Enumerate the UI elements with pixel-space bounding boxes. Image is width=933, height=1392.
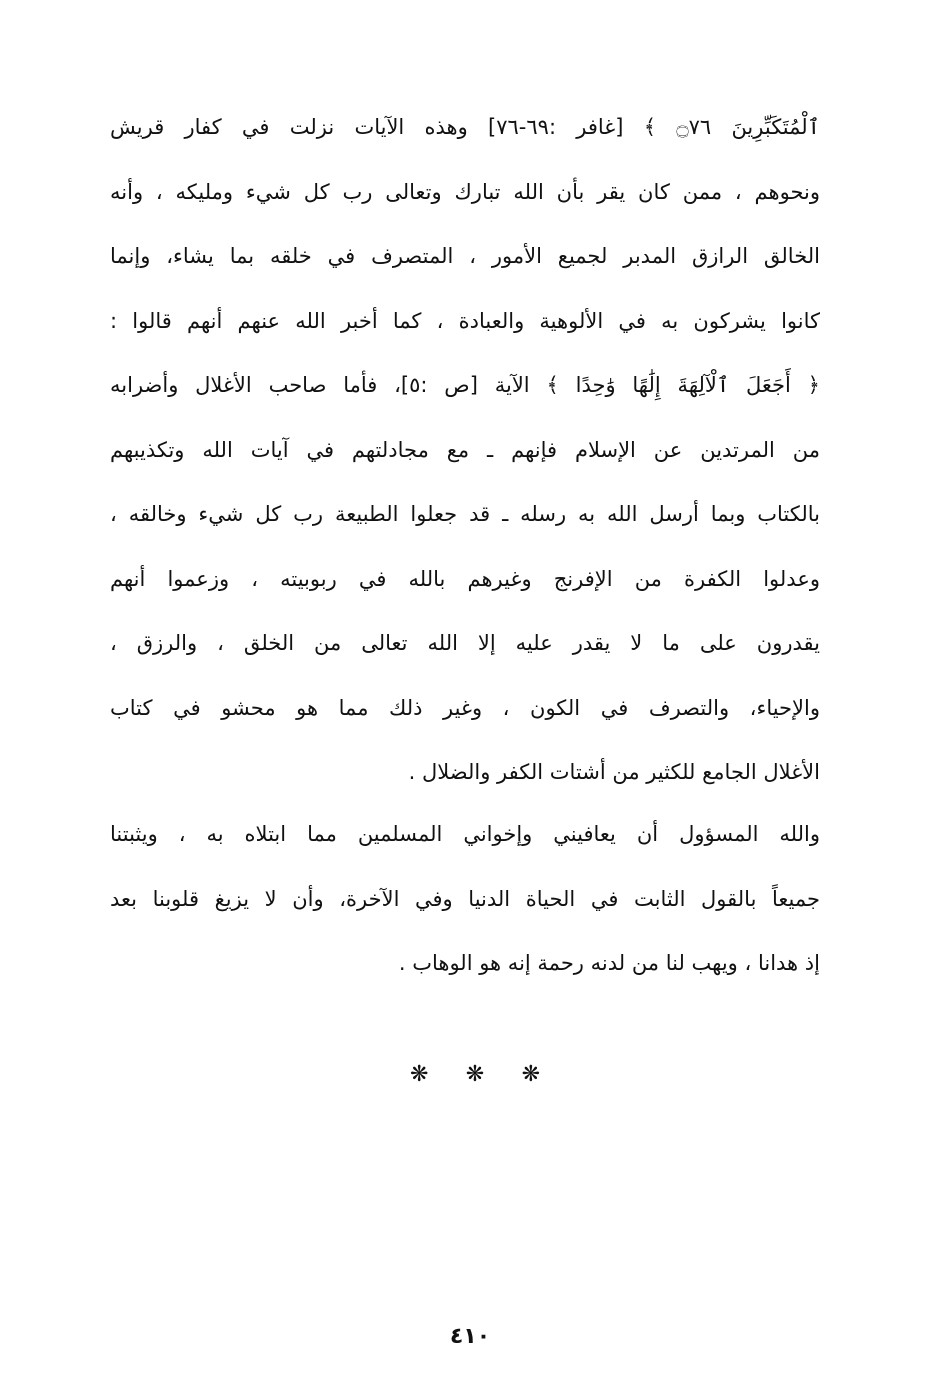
text-line: الأغلال الجامع للكثير من أشتات الكفر والضلال .	[408, 760, 820, 784]
section-separator	[410, 1060, 540, 1090]
text-line: ونحوهم ، ممن كان يقر بأن الله تبارك وتعالى رب كل شيء ومليكه ، وأنه	[110, 179, 820, 204]
text-line: ﴿ أَجَعَلَ ٱلْآلِهَةَ إِلَٰهًا وَٰحِدًا ﴾ الآية [ص :٥]، فأما صاحب الأغلال وأضرابه	[110, 373, 820, 397]
text-line: يقدرون على ما لا يقدر عليه إلا الله تعالى من الخلق ، والرزق ،	[110, 631, 820, 655]
asterism-icon: ❋	[521, 1062, 540, 1087]
text-line: بالكتاب وبما أرسل الله به رسله ـ قد جعلوا الطبيعة رب كل شيء وخالقه ،	[110, 502, 820, 526]
text-line: وعدلوا الكفرة من الإفرنج وغيرهم بالله في ربوبيته ، وزعموا أنهم	[110, 566, 820, 591]
text-line: إذ هدانا ، ويهب لنا من لدنه رحمة إنه هو الوهاب .	[398, 951, 820, 975]
text-line: كانوا يشركون به في الألوهية والعبادة ، كما أخبر الله عنهم أنهم قالوا :	[110, 308, 820, 333]
text-line: الخالق الرازق المدبر لجميع الأمور ، المتصرف في خلقه بما يشاء، وإنما	[110, 244, 820, 268]
text-line: من المرتدين عن الإسلام فإنهم ـ مع مجادلتهم في آيات الله وتكذيبهم	[110, 437, 820, 462]
text-line: ٱلْمُتَكَبِّرِينَ ۝٧٦ ﴾ [غافر :٦٩-٧٦] وهذه الآيات نزلت في كفار قريش	[110, 115, 820, 139]
asterism-icon: ❋	[465, 1062, 485, 1087]
text-line: والله المسؤول أن يعافيني وإخواني المسلمين مما ابتلاه به ، ويثبتنا	[110, 822, 820, 846]
page-number: ٤١٠	[449, 1324, 491, 1349]
paragraph-2	[110, 802, 820, 996]
paragraph-1	[110, 95, 820, 805]
text-line: والإحياء، والتصرف في الكون ، وغير ذلك مما هو محشو في كتاب	[110, 695, 820, 720]
asterism-icon: ❋	[410, 1062, 429, 1087]
text-line: جميعاً بالقول الثابت في الحياة الدنيا وفي الآخرة، وأن لا يزيغ قلوبنا بعد	[110, 886, 820, 911]
